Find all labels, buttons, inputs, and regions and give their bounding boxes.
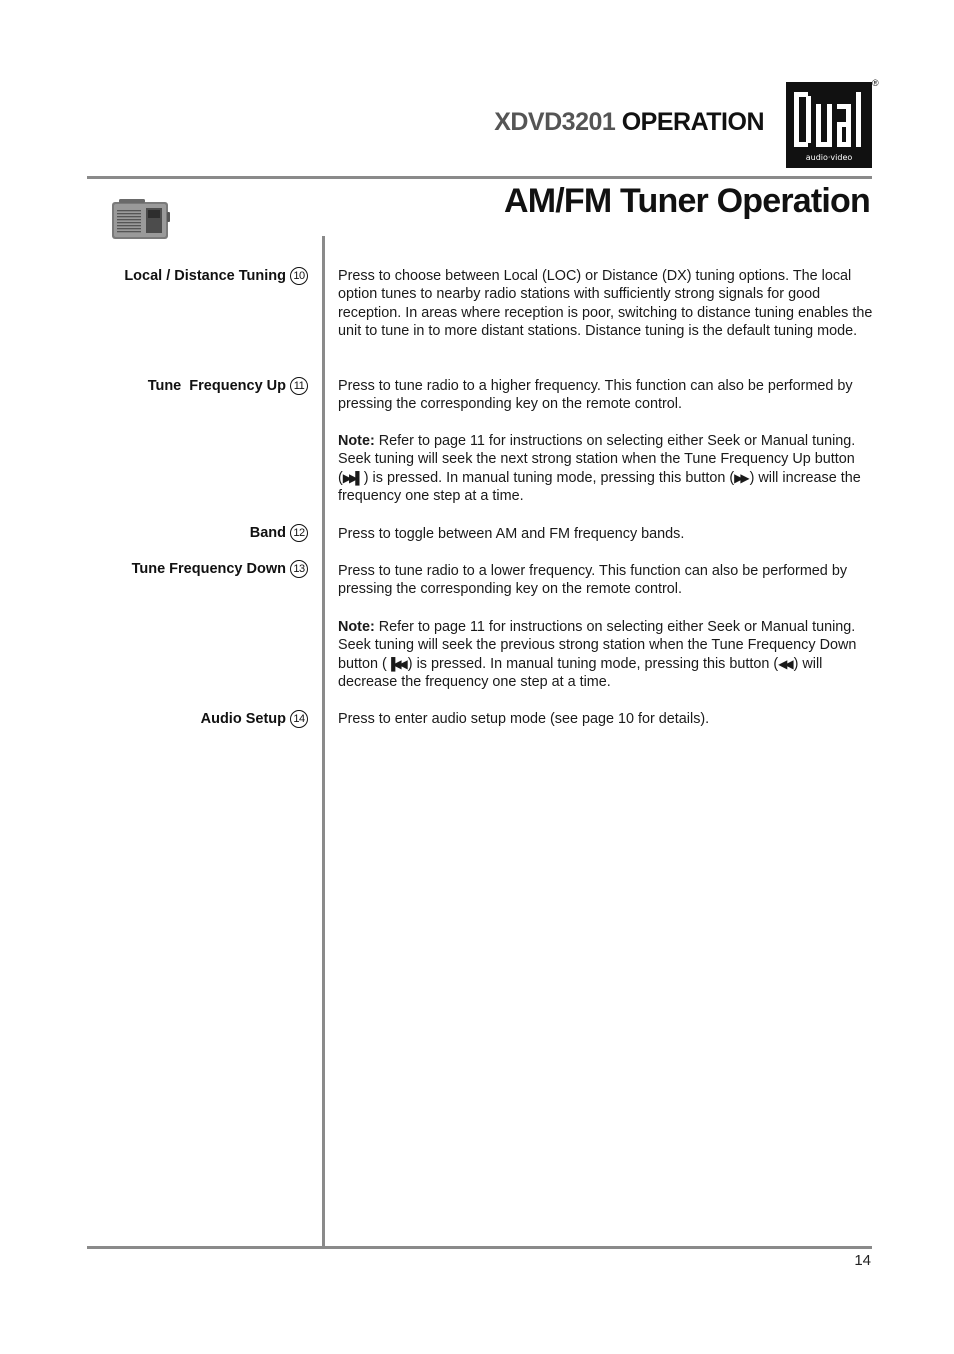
radio-icon: [111, 198, 171, 240]
note-text: Refer to page 11 for instructions on selecting either Seek or Manual tuning. Seek tuning will seek the previous strong station when the Tune Frequency Down button (: [338, 619, 857, 672]
model-name: XDVD3201: [494, 108, 616, 136]
label-text: Tune Frequency Down: [131, 561, 286, 577]
skip-forward-icon: ▶▶▌: [342, 470, 361, 485]
label-text: Audio Setup: [200, 711, 286, 727]
column-divider: [322, 236, 325, 1248]
label-text: Local / Distance Tuning: [124, 268, 286, 284]
item-label-audio-setup: [201, 710, 308, 728]
page-number: 14: [854, 1252, 871, 1269]
registered-mark: ®: [872, 78, 879, 88]
note-text: Refer to page 11 for instructions on selecting either Seek or Manual tuning. Seek tuning will seek the next strong station when the Tune Frequency Up button (: [338, 433, 856, 486]
note-text: ) will increase the frequency one step at a time.: [338, 469, 861, 504]
label-text: Tune Frequency Up: [147, 378, 286, 394]
callout-number: 10: [290, 267, 308, 285]
logo-subtitle: audio·video: [805, 153, 853, 162]
rewind-icon: ◀◀: [778, 656, 791, 671]
page-title: AM/FM Tuner Operation: [504, 182, 870, 220]
header-rule: [87, 176, 872, 179]
footer-rule: [87, 1246, 872, 1249]
item-label-tune-down: [132, 560, 308, 578]
item-description-band: Press to toggle between AM and FM frequency bands.: [338, 526, 685, 542]
item-description-tune-up: Press to tune radio to a higher frequency. This function can also be performed by pressing the corresponding key on the remote control.: [338, 378, 853, 413]
note-text: ) will decrease the frequency one step at a time.: [338, 655, 823, 690]
fast-forward-icon: ▶▶: [734, 470, 747, 485]
note-text: ) is pressed. In manual tuning mode, pressing this button (: [407, 655, 779, 672]
note-label: Note:: [338, 433, 375, 449]
callout-number: 12: [290, 524, 308, 542]
item-description-local-distance: Press to choose between Local (LOC) or Distance (DX) tuning options. The local option tunes to nearby radio stations with sufficiently strong signals for good reception. In areas where reception is poor, switching to distance tuning enables the unit to tune in to more distant stations. Distance tuning is the default tuning mode.: [338, 268, 873, 339]
header-title: [494, 108, 764, 137]
skip-back-icon: ▐◀◀: [386, 656, 405, 671]
item-note-tune-up: [338, 432, 873, 505]
note-label: Note:: [338, 619, 375, 635]
section-name: OPERATION: [621, 108, 764, 136]
callout-number: 13: [290, 560, 308, 578]
item-description-tune-down: Press to tune radio to a lower frequency. This function can also be performed by pressing the corresponding key on the remote control.: [338, 563, 848, 598]
callout-number: 14: [290, 710, 308, 728]
item-label-local-distance: [124, 267, 308, 285]
label-text: Band: [249, 525, 286, 541]
dual-logo: [786, 82, 872, 168]
item-description-audio-setup: Press to enter audio setup mode (see page 10 for details).: [338, 711, 710, 727]
item-label-band: [250, 524, 308, 542]
item-note-tune-down: [338, 618, 873, 691]
callout-number: 11: [290, 377, 308, 395]
note-text: ) is pressed. In manual tuning mode, pressing this button (: [363, 469, 735, 486]
item-label-tune-up: [148, 377, 308, 395]
